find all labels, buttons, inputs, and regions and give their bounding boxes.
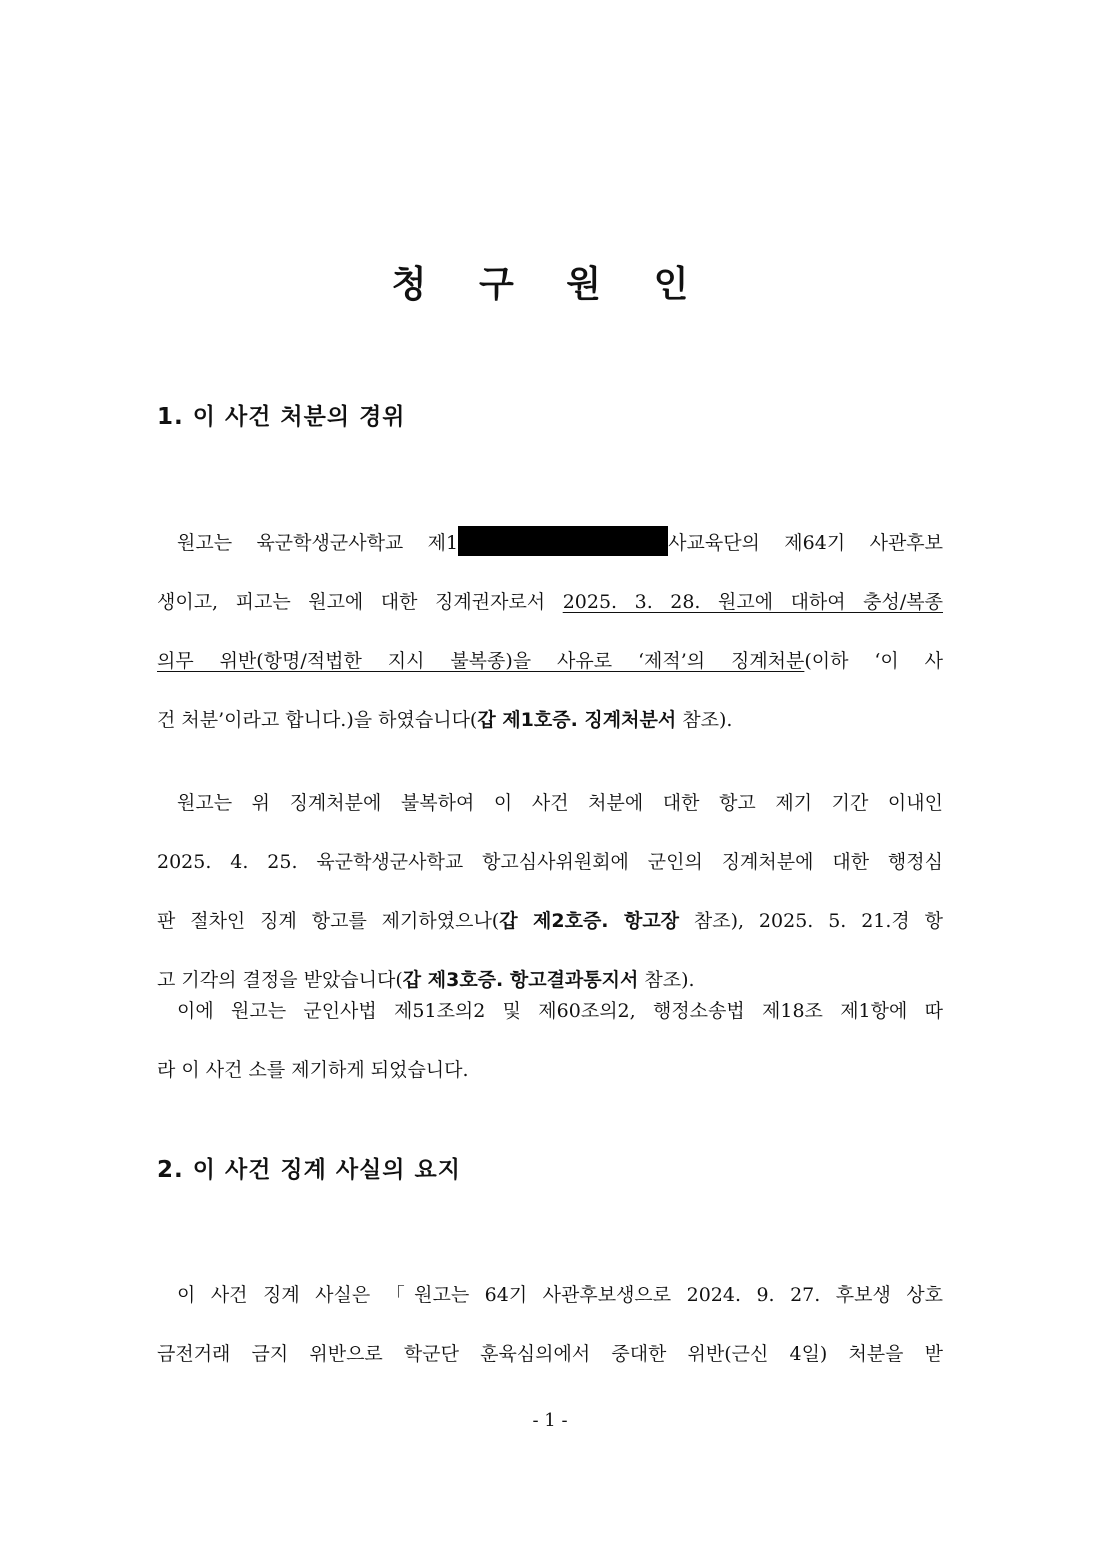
paragraph-line: 2025. 4. 25. 육군학생군사학교 항고심사위원회에 군인의 징계처분에 대한 행정심 bbox=[157, 851, 943, 873]
evidence-reference: 갑 제2호증. 항고장 bbox=[499, 910, 680, 932]
section-2-paragraph-1 bbox=[157, 1266, 943, 1384]
section-1-paragraph-2 bbox=[157, 774, 943, 1010]
redaction-block bbox=[458, 526, 668, 556]
text-run: 판 절차인 징계 항고를 제기하였으나( bbox=[157, 910, 500, 932]
evidence-reference: 갑 제3호증. 항고결과통지서 bbox=[402, 969, 639, 991]
text-run: 참조), 2025. 5. 21.경 항 bbox=[679, 910, 943, 932]
paragraph-line bbox=[157, 691, 943, 750]
text-run: 참조). bbox=[638, 969, 695, 991]
text-run: 생이고, 피고는 원고에 대한 징계권자로서 bbox=[157, 591, 563, 613]
paragraph-line: 이에 원고는 군인사법 제51조의2 및 제60조의2, 행정소송법 제18조 제1항에 따 bbox=[177, 1000, 943, 1022]
section-1-paragraph-1 bbox=[157, 514, 943, 750]
text-run: 건 처분’이라고 합니다.)을 하였습니다( bbox=[157, 709, 478, 731]
text-run: 원고는 육군학생군사학교 제1 bbox=[177, 532, 459, 554]
text-run: (이하 ‘이 사 bbox=[804, 650, 943, 672]
section-2-heading: 2. 이 사건 징계 사실의 요지 bbox=[157, 1157, 461, 1183]
evidence-reference: 갑 제1호증. 징계처분서 bbox=[477, 709, 677, 731]
section-1-paragraph-3 bbox=[157, 982, 943, 1100]
paragraph-line bbox=[157, 632, 943, 691]
paragraph-line bbox=[157, 573, 943, 632]
text-run: 사교육단의 제64기 사관후보 bbox=[668, 532, 944, 554]
page-number: - 1 - bbox=[532, 1410, 568, 1431]
document-title: 청 구 원 인 bbox=[391, 264, 709, 305]
paragraph-line bbox=[157, 892, 943, 951]
paragraph-line: 라 이 사건 소를 제기하게 되었습니다. bbox=[157, 1059, 469, 1081]
paragraph-line bbox=[157, 514, 943, 573]
paragraph-line: 이 사건 징계 사실은 「원고는 64기 사관후보생으로 2024. 9. 27. 후보생 상호 bbox=[177, 1284, 943, 1306]
underlined-text: 의무 위반(항명/적법한 지시 불복종)을 사유로 ‘제적’의 징계처분 bbox=[157, 650, 805, 672]
paragraph-line: 원고는 위 징계처분에 불복하여 이 사건 처분에 대한 항고 제기 기간 이내인 bbox=[177, 792, 943, 814]
paragraph-line: 금전거래 금지 위반으로 학군단 훈육심의에서 중대한 위반(근신 4일) 처분을 받 bbox=[157, 1343, 943, 1365]
section-1-heading: 1. 이 사건 처분의 경위 bbox=[157, 404, 406, 430]
text-run: 참조). bbox=[676, 709, 733, 731]
underlined-text: 2025. 3. 28. 원고에 대하여 충성/복종 bbox=[562, 591, 943, 613]
text-run: 고 기각의 결정을 받았습니다( bbox=[157, 969, 403, 991]
